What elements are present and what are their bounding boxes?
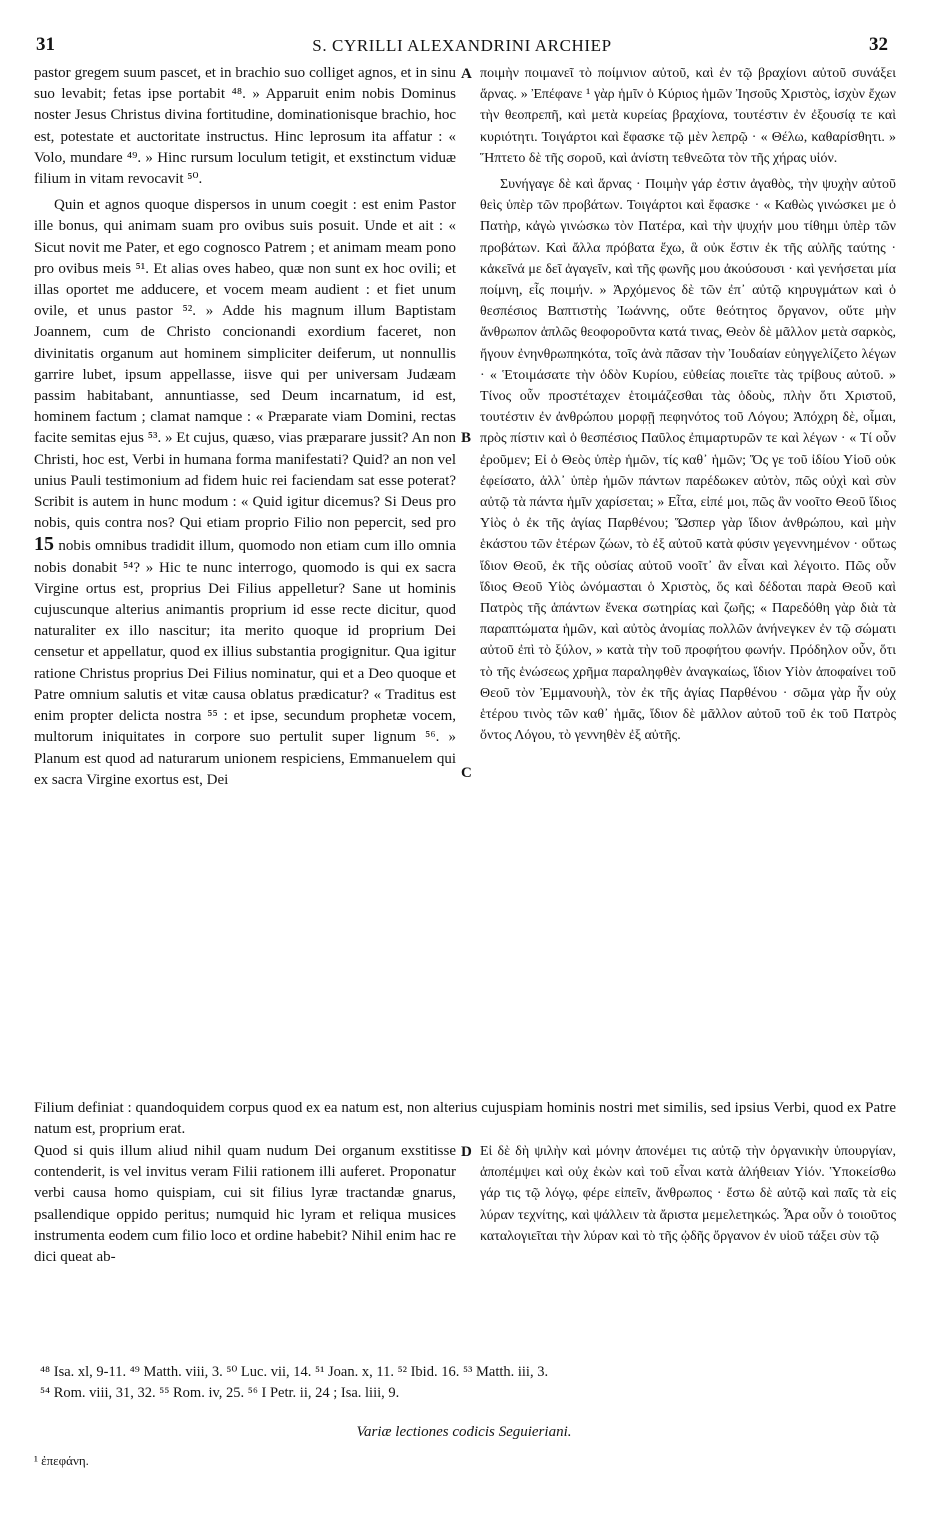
greek-column [480,63,896,747]
greek-paragraph-1: ποιμὴν ποιμανεῖ τὸ ποίμνιον αὐτοῦ, καὶ ἐν τῷ βραχίονι αὐτοῦ συνάξει ἄρνας. » Ἐπέφανε ¹ γὰρ ἡμῖν ὁ Κύριος ἡμῶν Ἰησοῦς Χριστὸς, ἰσχὺν ἔχων τὴν θεοπρεπῆ, καὶ μετὰ κυρείας βραχίονα, τουτέστιν ἐν ἐξουσίᾳ τε καὶ κυριότητι. Τοιγάρτοι καὶ ἔφασκε τῷ μὲν λεπρῷ · « Θέλω, καθαρίσθητι. » Ἥπτετο δὲ τῆς σοροῦ, καὶ ἀνίστη τεθνεῶτα τὸν τῆς χήρας υἱόν. [480,66,896,166]
running-header [36,34,888,62]
latin-paragraph-1: pastor gregem suum pascet, et in brachio suo colliget agnos, et in sinu suo levabit; fetas ipse portabit ⁴⁸. » Apparuit enim nobis Dominus noster Jesus Christus divina fortitudine, dominationisque brachio, hoc est, potestate et auctoritate instructus. Hinc leprosum ita affatur : « Volo, mundare ⁴⁹. » Hinc rursum loculum tetigit, et exstinctum viduæ filium in vitam revocavit ⁵⁰. [34,65,456,188]
page-number-right: 32 [869,34,888,55]
latin-paragraph-2 [34,195,456,791]
section-marker-c: C [461,765,472,781]
greek-paragraph-2: Συνήγαγε δὲ καὶ ἄρνας · Ποιμὴν γάρ ἐστιν ἀγαθὸς, τὴν ψυχὴν αὐτοῦ θεὶς ὑπὲρ τῶν προβάτων. Τοιγάρτοι καὶ ἔφασκε · « Καθὼς γινώσκει με ὁ Πατὴρ, κἀγὼ γινώσκω τὸν Πατέρα, καὶ τὴν ψυχήν μου τίθημι ὑπὲρ τῶν προβάτων. Καὶ ἄλλα πρόβατα ἔχω, ἃ οὐκ ἔστιν ἐκ τῆς αὐλῆς ταύτης · κἀκεῖνά με δεῖ ἀγαγεῖν, καὶ τῆς φωνῆς μου ἀκούσουσι · καὶ γενήσεται μία ποίμνη, εἷς ποιμήν. » Ἀρχόμενος δὲ τῶν ἐπ᾽ αὐτῷ κηρυγμάτων καὶ ὁ θεσπέσιος Βαπτιστὴς Ἰωάννης, οὔτε θεότητος ὄργανον, οὔτε μὴν ἄνθρωπον ἁπλῶς θεοφοροῦντα κατά τινας, Θεὸν δὲ μᾶλλον μετὰ σαρκὸς, ἤγουν ἐνηνθρωπηκότα, τοῖς ἀνὰ πᾶσαν τὴν Ἰουδαίαν εὐηγγελίζετο λέγων · « Ἑτοιμάσατε τὴν ὁδὸν Κυρίου, εὐθείας ποιεῖτε τὰς τρίβους αὐτοῦ. » Τίνος οὖν προστέταχεν ἑτοιμάζεσθαι τὰς ὁδοὺς, πλὴν ὅτι Χριστοῦ, τουτέστιν ἐν ἀνθρώπου μορφῇ πεφηνότος τοῦ Λόγου; Ἀπόχρη δὲ, οἶμαι, πρὸς πίστιν καὶ ὁ θεσπέσιος Παῦλος ἐπιμαρτυρῶν τε καὶ λέγων · « Τί οὖν ἐροῦμεν; Εἰ ὁ Θεὸς ὑπὲρ ἡμῶν, τίς καθ᾽ ἡμῶν; Ὅς γε τοῦ ἰδίου Υἱοῦ οὐκ ἐφείσατο, ἀλλ᾽ ὑπὲρ ἡμῶν πάντων παρέδωκεν αὐτὸν, πῶς οὐχὶ καὶ σὺν αὐτῷ τὰ πάντα ἡμῖν χαρίσεται; » Εἶτα, εἰπέ μοι, πῶς ἂν νοοῖτο Θεοῦ ἴδιος Υἱὸς ὁ ἐκ τῆς ἁγίας Παρθένου; Ὥσπερ γὰρ ἴδιον ἀνθρώπου, καὶ μὴν ἑκάστου τῶν ἑτέρων ζώων, τὸ ἐξ αὐτοῦ κατὰ φύσιν γεγεννημένον · οὕτως ἴδιον Θεοῦ, ἐκ τῆς οὐσίας αὐτοῦ νοοῖτ᾽ ἂν εἶναι καὶ λέγοιτο. Πῶς οὖν ἴδιος Θεοῦ Υἱὸς ὠνόμασται ὁ Χριστὸς, ὅς καὶ δέδοται παρὰ Θεοῦ καὶ Πατρὸς τῆς ἁπάντων ἕνεκα σωτηρίας καὶ ζωῆς; « Παρεδόθη γὰρ διὰ τὰ παραπτώματα ἡμῶν, καὶ αὐτὸς ἀνομίας πολλῶν ἀνήνεγκεν ἐν τῷ σώματι αὐτοῦ ἐπὶ τὸ ξύλον, » κατὰ τὴν τοῦ προφήτου φωνήν. Πρόδηλον οὖν, ὅτι τὸ τῆς ἑνώσεως χρῆμα παραληφθὲν ἀναγκαίως, ἴδιον Υἱὸν ἀποφαίνει τοῦ Θεοῦ τὸν Ἐμμανουὴλ, τὸν ἐκ τῆς ἁγίας Παρθένου · σῶμα γὰρ ἦν οὐχ ἑτέρου τινὸς τῶν καθ᾽ ἡμᾶς, ἴδιον δὲ μᾶλλον αὐτοῦ τοῦ ἐκ τοῦ Πατρὸς ὄντος Λόγου, τὸ γεννηθὲν ἐξ αὐτῆς. [480,177,896,744]
variant-readings-heading: Variæ lectiones codicis Seguieriani. [356,1424,572,1440]
variant-reading-note: ¹ ἐπεφάνη. [34,1453,89,1468]
latin-column [34,63,456,791]
full-width-line: Filium definiat : quandoquidem corpus quod ex ea natum est, non alterius cujuspiam hominis nostri met similis, sed ipsius Verbi, quod ex Patre natum est, proprium erat. [34,1100,896,1138]
latin-paragraph-2-part-1: Quin et agnos quoque dispersos in unum coegit : est enim Pastor ille bonus, qui animam suam pro ovibus suis posuit. Unde et ait : « Sicut novit me Pater, et ego cognosco Patrem ; et animam meam pono pro ovibus meis ⁵¹. Et alias oves habeo, quæ non sunt ex hoc ovili; et illas oportet me adducere, et vocem meam audient : et fiet unum ovile, et unus pastor ⁵². » Adde his magnum illum Baptistam Joannem, cum de Christo concionandi exordium faceret, non divinitatis organum aut hominem simpliciter deiferum, ut nonnullis garrire lubet, ipsum appellasse, iisve qui per universam Judæam passim habitabant, annuntiasse, sed Deum incarnatum, id est, hominem factum ; clamat namque : « Præparate viam Domini, rectas facite semitas ejus ⁵³. » Et cujus, quæso, vias præparare jussit? An non Christi, hoc est, Verbi in humana forma manifestati? Quid? an non vel unius Pauli testimonium ad fidem huic rei faciendam sat esse poterat? Scribit is autem in hunc modum : « Quid igitur dicemus? Si Deus pro nobis, quis contra nos? Qui etiam proprio Filio non pepercit, sed pro [34,197,456,532]
section-marker-a: A [461,66,472,82]
latin-paragraph-2-part-2: nobis omnibus tradidit illum, quomodo non etiam cum illo omnia nobis donabit ⁵⁴? » Hic te nunc interrogo, quomodo is qui ex sacra Virgine ortus est, proprius Dei Filius appelletur? Sane ut hominis cujuscunque alterius animantis proprium id esse recte dicitur, quod naturaliter ex illo nascitur; ita merito quoque id proprium Dei censetur et appellatur, quod ex illius substantia progignitur. Qua igitur ratione Christus proprius Dei Filius nominatur, qui et a Deo quoque et Patre omnium salutis et vitæ causa oblatus prædicatur? « Traditus est enim propter delicta nostra ⁵⁵ : et ipse, secundum prophetæ vocem, multorum iniquitates in corpore suo pertulit super lignum ⁵⁶. » Planum est quod ad naturarum unionem respiciens, Emmanuelem qui ex sacra Virgine exortus est, Dei [34,538,456,788]
section-marker-d: D [461,1144,472,1160]
page-number-left: 31 [36,34,55,55]
footnotes [40,1362,892,1404]
section-marker-b: B [461,430,472,446]
column-number: 15 [34,533,54,556]
footnote-line-1: ⁴⁸ Isa. xl, 9-11. ⁴⁹ Matth. viii, 3. ⁵⁰ Luc. vii, 14. ⁵¹ Joan. x, 11. ⁵² Ibid. 16. ⁵³ Matth. iii, 3. [40,1364,549,1380]
greek-paragraph-3: Εἰ δὲ δὴ ψιλὴν καὶ μόνην ἀπονέμει τις αὐτῷ τὴν ὀργανικὴν ὑπουργίαν, ἀποπέμψει καὶ οὐχ ἑκὼν καὶ τοῦ εἶναι κατὰ ἀλήθειαν Υἱόν. Ὑποκείσθω γάρ τις τῷ λόγῳ, φέρε εἰπεῖν, ἄνθρωπος · ἔστω δὲ αὐτῷ καὶ παῖς τὰ εἰς λύραν τεχνίτης, καὶ ψάλλειν τὰ ἄριστα μεμελετηκώς. Ἆρα οὖν ὁ τοιοῦτος καταλογιεῖται τὴν λύραν καὶ τὸ τῆς ᾠδῆς ὄργανον ἐν υἱοῦ τάξει σὺν τῷ [480,1144,896,1244]
footnote-line-2: ⁵⁴ Rom. viii, 31, 32. ⁵⁵ Rom. iv, 25. ⁵⁶ I Petr. ii, 24 ; Isa. liii, 9. [40,1385,400,1401]
running-title: S. CYRILLI ALEXANDRINI ARCHIEP [312,36,612,55]
latin-paragraph-3: Quod si quis illum aliud nihil quam nudum Dei organum exstitisse contenderit, is vel invitus veram Filii rationem illi auferet. Proponatur verbi causa homo quispiam, cui sit filius lyræ tractandæ gnarus, psallendique oppido peritus; numquid hic lyram et reliqua musices instrumenta eodem cum filio loco et ordine habebit? Nihil enim hac re dici queat ab- [34,1143,456,1266]
